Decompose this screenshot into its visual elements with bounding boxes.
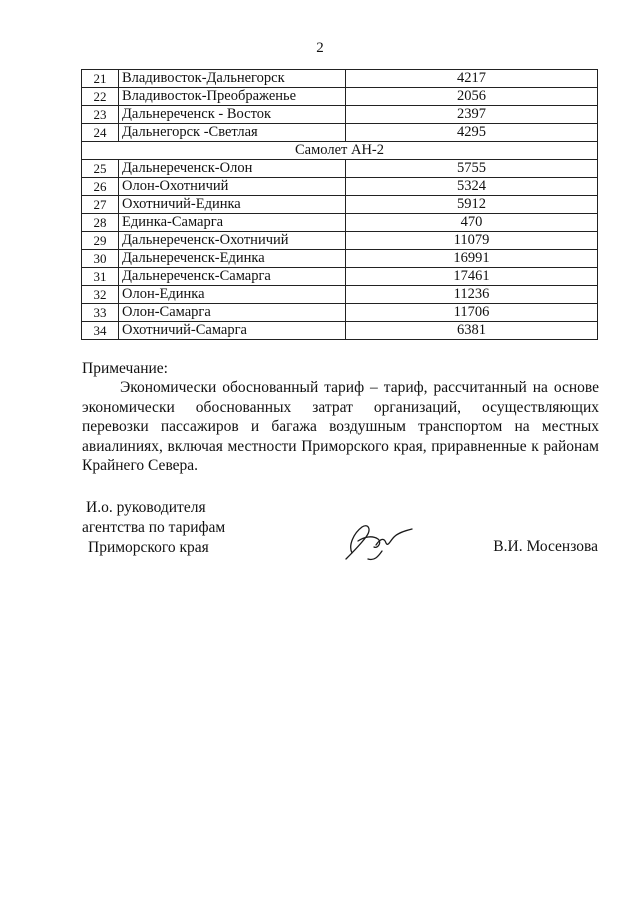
table-row bbox=[82, 160, 598, 178]
tariff-table bbox=[81, 69, 598, 340]
handwritten-signature bbox=[338, 515, 424, 565]
table-row bbox=[82, 268, 598, 286]
route-name: Дальнереченск - Восток bbox=[119, 106, 346, 124]
tariff-value: 17461 bbox=[346, 268, 598, 286]
table-row bbox=[82, 250, 598, 268]
tariff-value: 5755 bbox=[346, 160, 598, 178]
tariff-value: 4295 bbox=[346, 124, 598, 142]
route-name: Олон-Единка bbox=[119, 286, 346, 304]
table-row bbox=[82, 124, 598, 142]
tariff-value: 6381 bbox=[346, 322, 598, 340]
route-name: Дальнегорск -Светлая bbox=[119, 124, 346, 142]
table-row bbox=[82, 178, 598, 196]
signatory-title bbox=[82, 498, 225, 558]
tariff-value: 5324 bbox=[346, 178, 598, 196]
table-row bbox=[82, 214, 598, 232]
route-name: Единка-Самарга bbox=[119, 214, 346, 232]
signatory-title-line: И.о. руководителя bbox=[86, 499, 206, 516]
signatory-title-line: Приморского края bbox=[88, 539, 209, 556]
route-name: Олон-Охотничий bbox=[119, 178, 346, 196]
tariff-value: 11706 bbox=[346, 304, 598, 322]
note-text: Экономически обоснованный тариф – тариф, рассчитанный на основе экономически обоснованных затрат организаций, осуществляющих перевозки пассажиров и багажа воздушным транспортом на местных авиалиниях, включая местности Приморского края, приравненные к районам Крайнего Севера. bbox=[82, 379, 599, 474]
table-row bbox=[82, 232, 598, 250]
row-number: 34 bbox=[82, 322, 119, 340]
signatory-title-line: агентства по тарифам bbox=[82, 519, 226, 536]
route-name: Владивосток-Преображенье bbox=[119, 88, 346, 106]
row-number: 25 bbox=[82, 160, 119, 178]
row-number: 29 bbox=[82, 232, 119, 250]
row-number: 21 bbox=[82, 70, 119, 88]
route-name: Охотничий-Самарга bbox=[119, 322, 346, 340]
row-number: 30 bbox=[82, 250, 119, 268]
tariff-value: 11079 bbox=[346, 232, 598, 250]
row-number: 31 bbox=[82, 268, 119, 286]
route-name: Дальнереченск-Олон bbox=[119, 160, 346, 178]
row-number: 24 bbox=[82, 124, 119, 142]
row-number: 32 bbox=[82, 286, 119, 304]
tariff-value: 2397 bbox=[346, 106, 598, 124]
tariff-value: 470 bbox=[346, 214, 598, 232]
table-row bbox=[82, 88, 598, 106]
row-number: 23 bbox=[82, 106, 119, 124]
row-number: 33 bbox=[82, 304, 119, 322]
route-name: Дальнереченск-Единка bbox=[119, 250, 346, 268]
route-name: Олон-Самарга bbox=[119, 304, 346, 322]
table-row bbox=[82, 322, 598, 340]
tariff-value: 4217 bbox=[346, 70, 598, 88]
route-name: Дальнереченск-Самарга bbox=[119, 268, 346, 286]
signer-name: В.И. Мосензова bbox=[493, 538, 598, 555]
route-name: Дальнереченск-Охотничий bbox=[119, 232, 346, 250]
row-number: 28 bbox=[82, 214, 119, 232]
tariff-value: 2056 bbox=[346, 88, 598, 106]
table-row bbox=[82, 304, 598, 322]
section-row bbox=[82, 142, 598, 160]
table-row bbox=[82, 196, 598, 214]
route-name: Охотничий-Единка bbox=[119, 196, 346, 214]
row-number: 22 bbox=[82, 88, 119, 106]
note-heading: Примечание: bbox=[82, 360, 168, 377]
tariff-value: 5912 bbox=[346, 196, 598, 214]
section-label: Самолет АН-2 bbox=[82, 142, 598, 160]
page-number: 2 bbox=[316, 40, 324, 56]
tariff-value: 16991 bbox=[346, 250, 598, 268]
table-row bbox=[82, 106, 598, 124]
tariff-value: 11236 bbox=[346, 286, 598, 304]
route-name: Владивосток-Дальнегорск bbox=[119, 70, 346, 88]
table-row bbox=[82, 70, 598, 88]
table-row bbox=[82, 286, 598, 304]
row-number: 26 bbox=[82, 178, 119, 196]
row-number: 27 bbox=[82, 196, 119, 214]
